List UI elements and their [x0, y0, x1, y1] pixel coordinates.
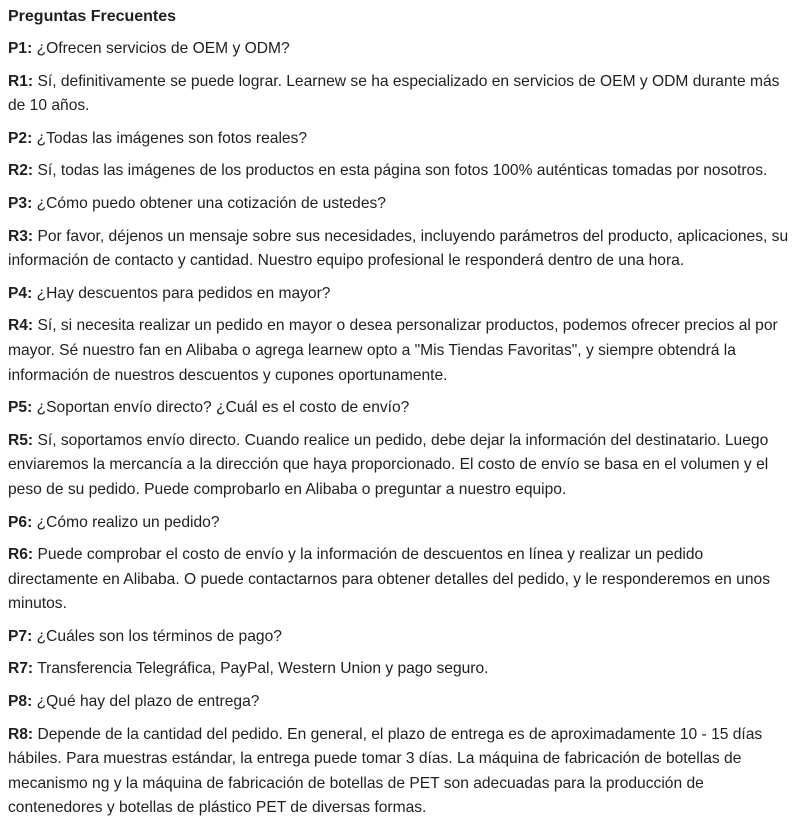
- question-text: ¿Qué hay del plazo de entrega?: [32, 693, 260, 711]
- faq-question: [8, 625, 790, 650]
- question-tag: P1:: [8, 40, 33, 57]
- faq-answer: [8, 723, 790, 821]
- answer-tag: R3:: [8, 227, 34, 245]
- question-text: ¿Cómo realizo un pedido?: [32, 513, 220, 531]
- answer-text: Puede comprobar el costo de envío y la información de descuentos en línea y realizar un pedido directamente en Alibaba. O puede contactarnos para obtener detalles del pedido, y le responderemos en unos minutos.: [8, 546, 770, 613]
- answer-tag: R6:: [8, 546, 34, 564]
- faq-question: [8, 127, 790, 152]
- faq-answer: [8, 543, 790, 617]
- faq-answer: [8, 70, 790, 119]
- answer-text: Por favor, déjenos un mensaje sobre sus necesidades, incluyendo parámetros del producto, aplicaciones, su información de contacto y cantidad. Nuestro equipo profesional le responderá dentro de una hora.: [8, 227, 789, 270]
- question-tag: P3:: [8, 194, 33, 212]
- question-tag: P4:: [8, 284, 33, 302]
- answer-text: Sí, soportamos envío directo. Cuando realice un pedido, debe dejar la información del destinatario. Luego enviaremos la mercancía a la dirección que haya proporcionado. El costo de envío se basa en el volumen y el peso de su pedido. Puede comprobarlo en Alibaba o preguntar a nuestro equipo.: [8, 431, 769, 498]
- question-text: ¿Ofrecen servicios de OEM y ODM?: [32, 40, 290, 57]
- answer-text: Transferencia Telegráfica, PayPal, Western Union y pago seguro.: [33, 660, 489, 678]
- question-tag: P5:: [8, 399, 33, 417]
- answer-text: Sí, todas las imágenes de los productos en esta página son fotos 100% auténticas tomadas por nosotros.: [33, 162, 768, 180]
- answer-tag: R2:: [8, 162, 34, 180]
- question-text: ¿Hay descuentos para pedidos en mayor?: [32, 284, 331, 302]
- question-text: ¿Cuáles son los términos de pago?: [32, 627, 282, 645]
- answer-tag: R8:: [8, 725, 34, 743]
- question-text: ¿Cómo puedo obtener una cotización de ustedes?: [32, 194, 386, 212]
- faq-answer: [8, 429, 790, 503]
- faq-answer: [8, 657, 790, 682]
- question-tag: P7:: [8, 627, 33, 645]
- answer-tag: R4:: [8, 317, 34, 335]
- question-text: ¿Soportan envío directo? ¿Cuál es el costo de envío?: [32, 399, 410, 417]
- faq-question: [8, 192, 790, 217]
- faq-question: [8, 282, 790, 307]
- question-text: ¿Todas las imágenes son fotos reales?: [32, 129, 308, 147]
- faq-answer: [8, 159, 790, 184]
- question-tag: P8:: [8, 693, 33, 711]
- answer-text: Depende de la cantidad del pedido. En general, el plazo de entrega es de aproximadamente 10 - 15 días hábiles. Para muestras estándar, la entrega puede tomar 3 días. La máquina de fabricación de botellas de mecanismo ng y la máquina de fabricación de botellas de PET son adecuadas para la producción de contenedores y botellas de plástico PET de diversas formas.: [8, 725, 763, 817]
- faq-question: [8, 511, 790, 536]
- faq-answer: [8, 314, 790, 388]
- answer-text: Sí, si necesita realizar un pedido en mayor o desea personalizar productos, podemos ofrecer precios al por mayor. Sé nuestro fan en Alibaba o agrega learnew opto a "Mis Tiendas Favoritas", y siempre obtendrá la información de nuestros descuentos y cupones oportunamente.: [8, 317, 778, 384]
- question-tag: P6:: [8, 513, 33, 531]
- faq-question: [8, 396, 790, 421]
- answer-tag: R5:: [8, 431, 34, 449]
- faq-answer: [8, 225, 790, 274]
- faq-question: [8, 690, 790, 715]
- answer-tag: R1:: [8, 72, 34, 90]
- faq-title: Preguntas Frecuentes: [8, 8, 177, 25]
- question-tag: P2:: [8, 129, 33, 147]
- faq-question: [8, 37, 790, 62]
- answer-tag: R7:: [8, 660, 34, 678]
- answer-text: Sí, definitivamente se puede lograr. Learnew se ha especializado en servicios de OEM y ODM durante más de 10 años.: [8, 72, 780, 115]
